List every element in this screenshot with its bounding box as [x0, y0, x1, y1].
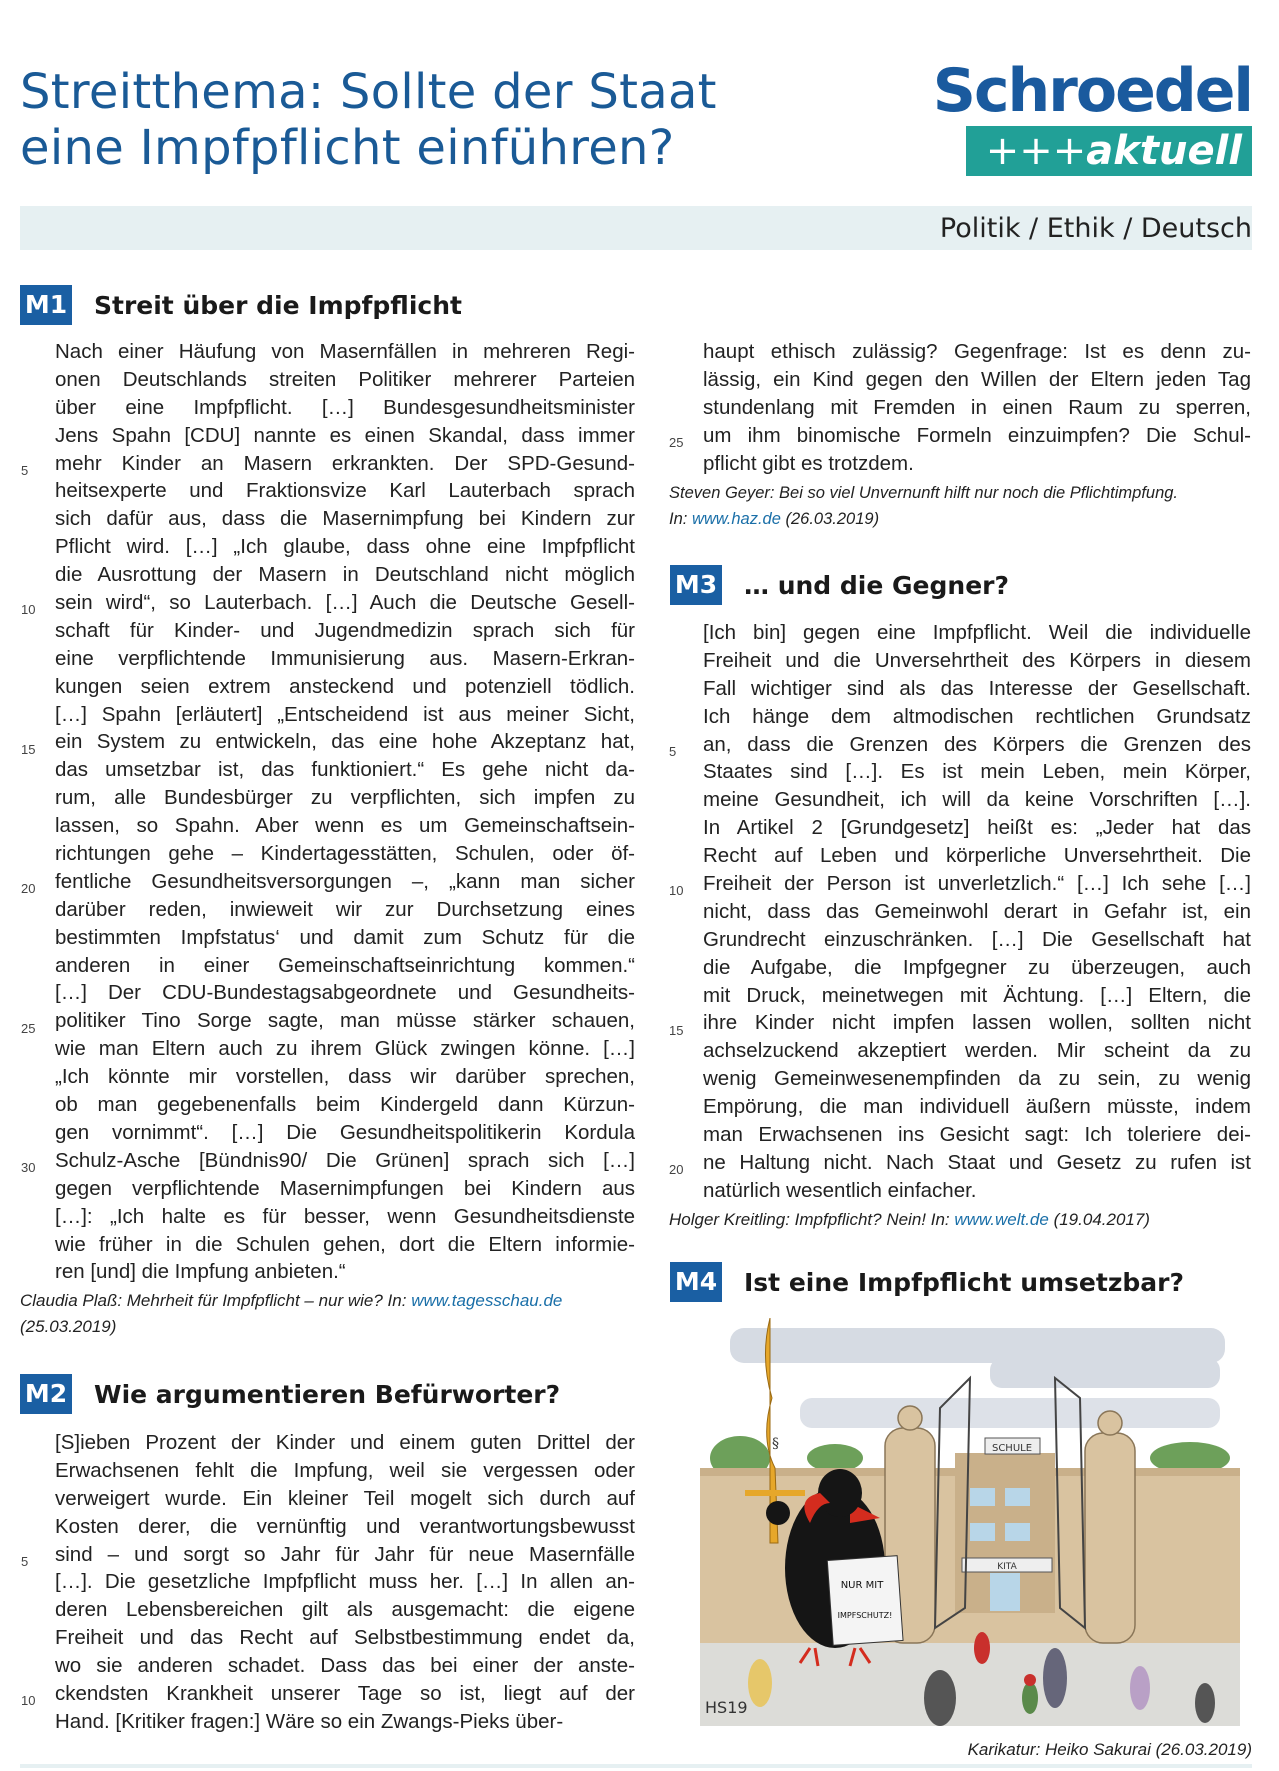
line-number: 15: [21, 741, 36, 757]
line-number: 15: [669, 1022, 684, 1038]
m3-source-link[interactable]: www.welt.de: [954, 1210, 1049, 1229]
text-line: […]. Die gesetzliche Impfpflicht muss her. […] In allen an-: [55, 1570, 635, 1594]
line-number: 10: [669, 883, 684, 899]
cartoon-sign-line1: NUR MIT: [840, 1580, 884, 1591]
text-line: ne Haltung nicht. Nach Staat und Gesetz zu rufen ist: [703, 1150, 1251, 1174]
text-line: Staates sind […]. Es ist mein Leben, mein Körper,: [703, 760, 1251, 784]
text-line: „Ich könnte mir vorstellen, dass wir darüber sprechen,: [55, 1065, 635, 1089]
text-line: Freiheit und das Recht auf Selbstbestimmung endet da,: [55, 1626, 635, 1650]
text-line: verweigert wurde. Ein kleiner Teil mogelt sich durch auf: [55, 1486, 635, 1510]
m3-source-date: (19.04.2017): [1048, 1210, 1150, 1229]
text-line: richtungen gehe – Kindertagesstätten, Schulen, oder öf-: [55, 842, 635, 866]
text-line: rum, alle Bundesbürger zu verpflichten, sich impfen zu: [55, 786, 635, 810]
line-number: 5: [21, 1553, 29, 1569]
text-line: Hand. [Kritiker fragen:] Wäre so ein Zwangs-Pieks über-: [55, 1709, 564, 1733]
text-line: stundenlang mit Fremden in einen Raum zu sperren,: [703, 395, 1251, 419]
line-number: 5: [669, 743, 677, 759]
m1-label-box: M1: [20, 285, 72, 325]
m2-body: [21, 1429, 635, 1736]
page-title: [20, 64, 840, 176]
aktuell-label: aktuell: [1086, 128, 1242, 174]
m2-body-continued: [669, 338, 1251, 477]
text-line: […] Der CDU-Bundestagsabgeordnete und Gesundheits-: [55, 981, 635, 1005]
aktuell-badge: [966, 126, 1252, 176]
m2-title: Wie argumentieren Befürworter?: [94, 1379, 561, 1409]
text-line: Recht auf Leben und körperliche Unversehrtheit. Die: [703, 844, 1251, 868]
line-number: 10: [21, 602, 36, 618]
m2-source-link[interactable]: www.haz.de: [691, 510, 781, 528]
line-number: 25: [21, 1020, 36, 1036]
text-line: Freiheit und die Unversehrtheit des Körpers in diesem: [703, 648, 1251, 672]
m2-source-date: (26.03.2019): [780, 510, 880, 528]
text-line: nicht, dass das Gemeinwohl derart in Gefahr ist, ein: [703, 899, 1251, 923]
m1-body: [21, 338, 635, 1286]
text-line: Freiheit der Person ist unverletzlich.“ […] Ich sehe […]: [703, 872, 1251, 896]
m1-source-date: (25.03.2019): [20, 1317, 117, 1336]
text-line: Empörung, die man individuell äußern müsste, indem: [703, 1095, 1251, 1119]
text-line: Erwachsenen fehlt die Impfung, weil sie vergessen oder: [55, 1458, 635, 1482]
cartoon-kita-sign: KITA: [997, 1562, 1017, 1572]
text-line: Nach einer Häufung von Masernfällen in mehreren Regi-: [55, 340, 635, 363]
m3-title: … und die Gegner?: [744, 570, 1009, 600]
m3-body: [669, 619, 1251, 1205]
text-line: achselzuckend akzeptiert werden. Mir scheint da zu: [703, 1039, 1251, 1063]
text-line: haupt ethisch zulässig? Gegenfrage: Ist es denn zu-: [703, 340, 1251, 363]
text-line: ob man gegebenenfalls beim Kindergeld dann Kürzun-: [55, 1093, 635, 1117]
m3-heading: [670, 565, 1009, 605]
m2-label-box: M2: [20, 1374, 72, 1414]
m1-source: [20, 1288, 640, 1340]
text-line: darüber reden, inwieweit wir zur Durchsetzung eines: [55, 897, 635, 921]
cartoon-signature: HS19: [705, 1698, 748, 1717]
text-line: wie früher in die Schulen gehen, dort die Eltern informie-: [55, 1232, 635, 1256]
text-line: Kosten derer, die vernünftig und verantwortungsbewusst: [55, 1514, 635, 1538]
title-line-1: Streitthema: Sollte der Staat: [20, 64, 717, 120]
text-line: In Artikel 2 [Grundgesetz] heißt es: „Jeder hat das: [703, 816, 1251, 840]
plus-signs: +++: [985, 128, 1087, 174]
cartoon-sign-line2: IMPFSCHUTZ!: [837, 1611, 893, 1620]
text-line: wo sie anderen schadet. Dass das bei einer der anste-: [55, 1654, 635, 1678]
text-line: lässig, ein Kind gegen den Willen der Eltern jeden Tag: [703, 367, 1251, 391]
text-line: ein System zu entwickeln, das eine hohe Akzeptanz hat,: [55, 730, 635, 754]
cartoon-paragraph-symbol: §: [772, 1436, 779, 1452]
m3-label-box: M3: [670, 565, 722, 605]
text-line: man Erwachsenen ins Gesicht sagt: Ich toleriere dei-: [703, 1123, 1251, 1147]
text-line: Pflicht wird. […] „Ich glaube, dass ohne eine Impfpflicht: [55, 535, 635, 559]
m3-source-text: Holger Kreitling: Impfpflicht? Nein! In:: [669, 1210, 955, 1229]
bottom-rule: [20, 1764, 1252, 1768]
m1-source-link[interactable]: www.tagesschau.de: [411, 1291, 563, 1310]
m4-title: Ist eine Impfpflicht umsetzbar?: [744, 1267, 1184, 1297]
cartoon-credit: Karikatur: Heiko Sakurai (26.03.2019): [967, 1740, 1252, 1759]
text-line: heitsexperte und Fraktionsvize Karl Lauterbach sprach: [55, 479, 635, 503]
text-line: die Ausrottung der Masern in Deutschland nicht möglich: [55, 563, 635, 587]
line-number: 10: [21, 1693, 36, 1709]
text-line: die Aufgabe, die Impfgegner zu überzeugen, auch: [703, 955, 1251, 979]
text-line: [S]ieben Prozent der Kinder und einem guten Drittel der: [55, 1431, 635, 1454]
line-number: 20: [669, 1162, 684, 1178]
text-line: fentliche Gesundheitsversorgungen –, „kann man sicher: [55, 869, 635, 893]
line-number: 25: [669, 434, 684, 450]
text-line: [Ich bin] gegen eine Impfpflicht. Weil die individuelle: [703, 621, 1251, 644]
text-line: natürlich wesentlich einfacher.: [703, 1178, 977, 1202]
m3-source: [669, 1207, 1269, 1233]
text-line: eine verpflichtende Immunisierung aus. Masern-Erkran-: [55, 646, 635, 670]
text-line: ren [und] die Impfung anbieten.“: [55, 1260, 346, 1284]
text-line: gegen verpflichtende Masernimpfungen bei Kindern aus: [55, 1176, 635, 1200]
text-line: Ich hänge dem altmodischen rechtlichen Grundsatz: [703, 704, 1251, 728]
line-number: 5: [21, 462, 29, 478]
m1-heading: [20, 285, 462, 325]
text-line: schaft für Kinder- und Jugendmedizin sprach sich für: [55, 618, 635, 642]
text-line: onen Deutschlands streiten Politiker mehrerer Parteien: [55, 367, 635, 391]
text-line: politiker Tino Sorge sagte, man müsse stärker schauen,: [55, 1009, 635, 1033]
text-line: Grundrecht einzuschränken. […] Die Gesellschaft hat: [703, 927, 1251, 951]
text-line: deren Lebensbereichen gilt als ausgemacht: die eigene: [55, 1598, 635, 1622]
text-line: wenig Gemeinwesenempfinden da zu sein, zu wenig: [703, 1067, 1251, 1091]
text-line: gen vornimmt“. […] Die Gesundheitspolitikerin Kordula: [55, 1120, 635, 1144]
text-line: […] Spahn [erläutert] „Entscheidend ist aus meiner Sicht,: [55, 702, 635, 726]
publisher-logo: Schroedel: [932, 56, 1252, 126]
text-line: lassen, so Spahn. Aber wenn es um Gemeinschaftsein-: [55, 814, 635, 838]
text-line: […]: „Ich halte es für besser, wenn Gesundheitsdienste: [55, 1204, 635, 1228]
text-line: Jens Spahn [CDU] nannte es einen Skandal, dass immer: [55, 423, 635, 447]
text-line: das umsetzbar ist, das funktioniert.“ Es gehe nicht da-: [55, 758, 635, 782]
text-line: sich dafür aus, dass die Masernimpfung bei Kindern zur: [55, 507, 635, 531]
m2-heading: [20, 1374, 560, 1414]
cartoon-illustration: [700, 1318, 1240, 1726]
m4-heading: [670, 1262, 1184, 1302]
text-line: bestimmten Impfstatus‘ und damit zum Schutz für die: [55, 925, 635, 949]
text-line: um ihm binomische Formeln einzuimpfen? Die Schul-: [703, 423, 1251, 447]
cartoon-building-sign: SCHULE: [991, 1443, 1033, 1454]
text-line: anderen in einer Gemeinschaftseinrichtung kommen.“: [55, 953, 635, 977]
title-line-2: eine Impfpflicht einführen?: [20, 120, 675, 176]
text-line: über eine Impfpflicht. […] Bundesgesundheitsminister: [55, 395, 635, 419]
text-line: meine Gesundheit, ich will da keine Vorschriften […].: [703, 788, 1251, 812]
text-line: mehr Kinder an Masern erkrankten. Der SPD-Gesund-: [55, 451, 635, 475]
subjects-label: Politik / Ethik / Deutsch: [939, 213, 1252, 244]
text-line: sein wird“, so Lauterbach. […] Auch die Deutsche Gesell-: [55, 591, 635, 615]
m2-source-text: Steven Geyer: Bei so viel Unvernunft hilft nur noch die Pflichtimpfung.: [669, 484, 1179, 502]
m2-source: [669, 480, 1259, 532]
text-line: an, dass die Grenzen des Körpers die Grenzen des: [703, 732, 1251, 756]
text-line: mit Druck, meinetwegen mit Ächtung. […] Eltern, die: [703, 983, 1251, 1007]
text-line: Fall wichtiger sind als das Interesse der Gesellschaft.: [703, 676, 1251, 700]
text-line: kungen seien extrem ansteckend und potenziell tödlich.: [55, 674, 635, 698]
m4-label-box: M4: [670, 1262, 722, 1302]
m1-title: Streit über die Impfpflicht: [94, 290, 462, 320]
text-line: pflicht gibt es trotzdem.: [703, 451, 914, 475]
line-number: 20: [21, 881, 36, 897]
text-line: Schulz-Asche [Bündnis90/ Die Grünen] sprach sich […]: [55, 1148, 635, 1172]
m1-source-text: Claudia Plaß: Mehrheit für Impfpflicht – nur wie? In:: [20, 1291, 412, 1310]
m2-source-prefix: In:: [669, 510, 692, 528]
text-line: ckendsten Krankheit unserer Tage so ist, liegt auf der: [55, 1682, 635, 1706]
text-line: sind – und sorgt so Jahr für Jahr für neue Masernfälle: [55, 1542, 635, 1566]
line-number: 30: [21, 1160, 36, 1176]
text-line: ihre Kinder nicht impfen lassen wollen, sollten nicht: [703, 1011, 1251, 1035]
text-line: wie man Eltern auch zu ihrem Glück zwingen könne. […]: [55, 1037, 635, 1061]
